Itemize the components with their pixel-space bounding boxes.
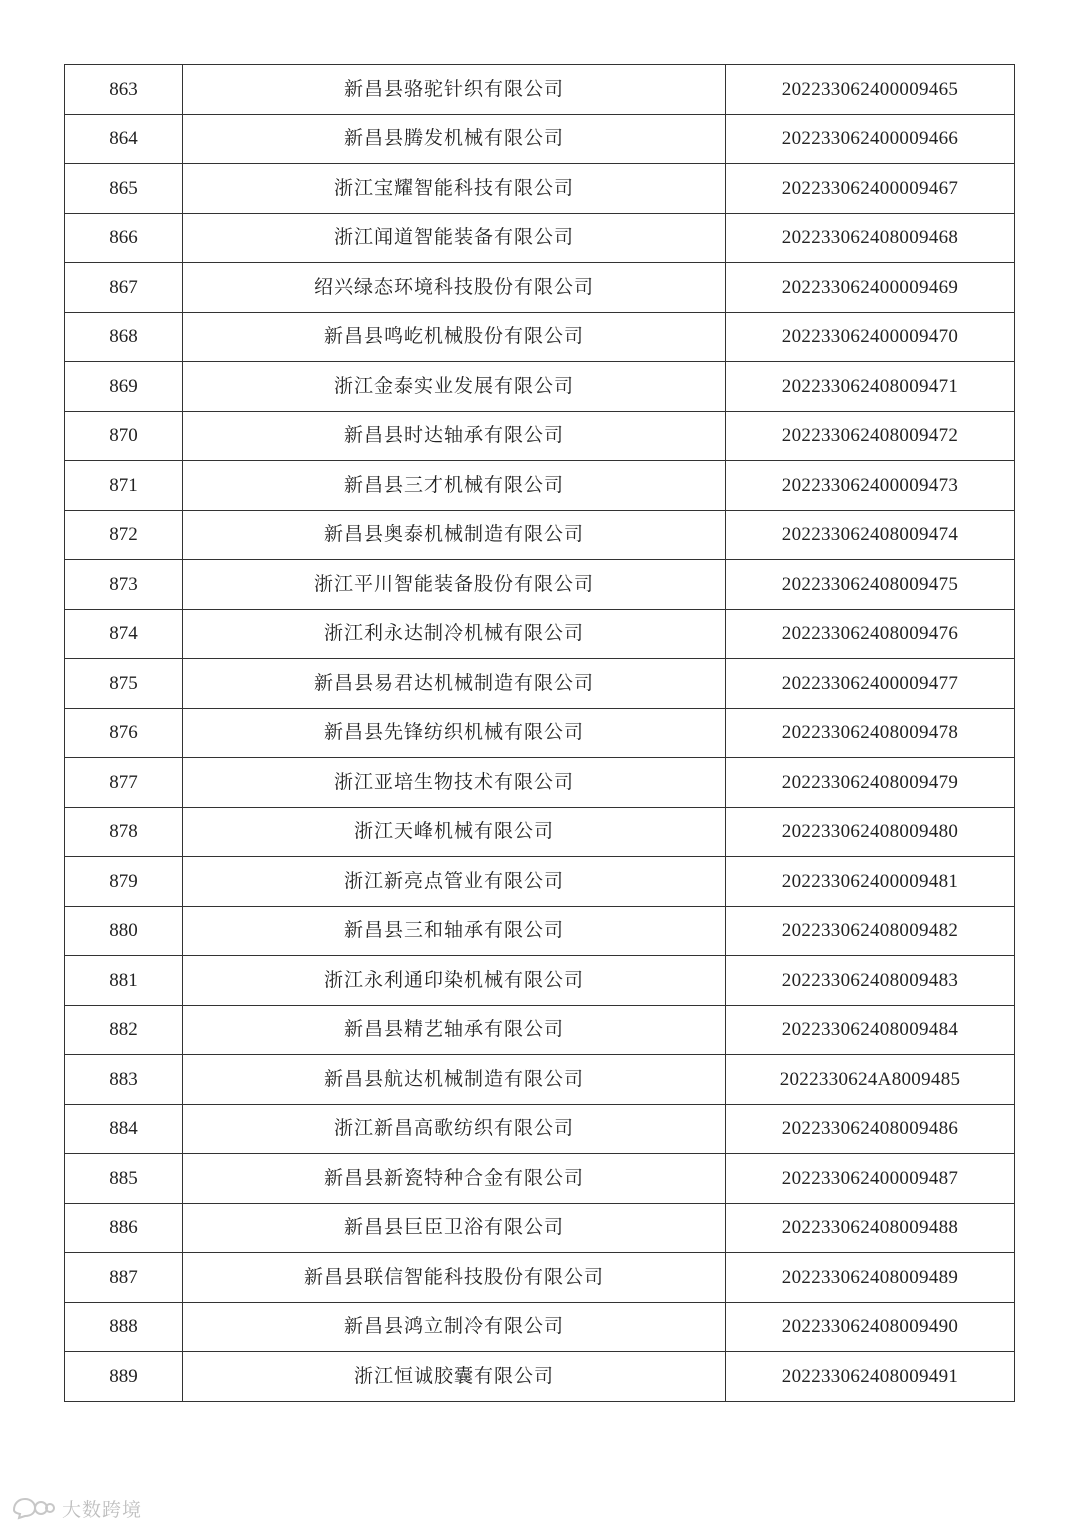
registration-code-cell: 202233062408009478 — [726, 708, 1015, 758]
company-name-cell: 浙江利永达制冷机械有限公司 — [183, 609, 726, 659]
table-row — [65, 708, 1015, 758]
company-name-cell: 浙江新亮点管业有限公司 — [183, 857, 726, 907]
company-name-cell: 新昌县先锋纺织机械有限公司 — [183, 708, 726, 758]
registration-code-cell: 202233062400009470 — [726, 312, 1015, 362]
table-row — [65, 362, 1015, 412]
watermark — [10, 1494, 142, 1522]
registration-code-cell: 202233062400009466 — [726, 114, 1015, 164]
table-row — [65, 1005, 1015, 1055]
registration-code-cell: 202233062408009480 — [726, 807, 1015, 857]
company-name-cell: 新昌县鸣屹机械股份有限公司 — [183, 312, 726, 362]
registration-code-cell: 202233062408009489 — [726, 1253, 1015, 1303]
row-number-cell: 870 — [65, 411, 183, 461]
table-row — [65, 659, 1015, 709]
registration-code-cell: 202233062408009483 — [726, 956, 1015, 1006]
row-number-cell: 889 — [65, 1352, 183, 1402]
table-row — [65, 560, 1015, 610]
company-name-cell: 浙江平川智能装备股份有限公司 — [183, 560, 726, 610]
company-name-cell: 新昌县鸿立制冷有限公司 — [183, 1302, 726, 1352]
table-row — [65, 114, 1015, 164]
table-row — [65, 857, 1015, 907]
registration-code-cell: 202233062408009490 — [726, 1302, 1015, 1352]
row-number-cell: 888 — [65, 1302, 183, 1352]
company-name-cell: 浙江宝耀智能科技有限公司 — [183, 164, 726, 214]
row-number-cell: 879 — [65, 857, 183, 907]
table-row — [65, 213, 1015, 263]
table-body — [65, 65, 1015, 1402]
registration-code-cell: 202233062408009475 — [726, 560, 1015, 610]
table-row — [65, 1203, 1015, 1253]
table-row — [65, 758, 1015, 808]
company-name-cell: 新昌县航达机械制造有限公司 — [183, 1055, 726, 1105]
table-row — [65, 65, 1015, 115]
registration-code-cell: 202233062408009479 — [726, 758, 1015, 808]
registration-code-cell: 202233062408009484 — [726, 1005, 1015, 1055]
row-number-cell: 881 — [65, 956, 183, 1006]
registration-code-cell: 202233062408009476 — [726, 609, 1015, 659]
row-number-cell: 867 — [65, 263, 183, 313]
company-name-cell: 浙江闻道智能装备有限公司 — [183, 213, 726, 263]
registration-code-cell: 202233062400009473 — [726, 461, 1015, 511]
row-number-cell: 871 — [65, 461, 183, 511]
row-number-cell: 865 — [65, 164, 183, 214]
company-name-cell: 绍兴绿态环境科技股份有限公司 — [183, 263, 726, 313]
row-number-cell: 872 — [65, 510, 183, 560]
table-row — [65, 956, 1015, 1006]
table-row — [65, 164, 1015, 214]
registration-code-cell: 202233062408009474 — [726, 510, 1015, 560]
row-number-cell: 883 — [65, 1055, 183, 1105]
row-number-cell: 886 — [65, 1203, 183, 1253]
company-name-cell: 新昌县骆驼针织有限公司 — [183, 65, 726, 115]
table-row — [65, 1104, 1015, 1154]
table-row — [65, 1352, 1015, 1402]
row-number-cell: 887 — [65, 1253, 183, 1303]
row-number-cell: 868 — [65, 312, 183, 362]
company-name-cell: 新昌县精艺轴承有限公司 — [183, 1005, 726, 1055]
row-number-cell: 874 — [65, 609, 183, 659]
registration-code-cell: 202233062400009477 — [726, 659, 1015, 709]
table-row — [65, 1055, 1015, 1105]
watermark-text: 大数跨境 — [62, 1498, 143, 1521]
company-name-cell: 新昌县奥泰机械制造有限公司 — [183, 510, 726, 560]
company-name-cell: 新昌县巨臣卫浴有限公司 — [183, 1203, 726, 1253]
company-name-cell: 新昌县新瓷特种合金有限公司 — [183, 1154, 726, 1204]
row-number-cell: 873 — [65, 560, 183, 610]
company-name-cell: 浙江恒诚胶囊有限公司 — [183, 1352, 726, 1402]
table-row — [65, 609, 1015, 659]
company-name-cell: 新昌县易君达机械制造有限公司 — [183, 659, 726, 709]
registration-code-cell: 202233062408009472 — [726, 411, 1015, 461]
registration-code-cell: 202233062400009487 — [726, 1154, 1015, 1204]
company-name-cell: 浙江亚培生物技术有限公司 — [183, 758, 726, 808]
row-number-cell: 869 — [65, 362, 183, 412]
row-number-cell: 866 — [65, 213, 183, 263]
table-row — [65, 312, 1015, 362]
row-number-cell: 885 — [65, 1154, 183, 1204]
row-number-cell: 875 — [65, 659, 183, 709]
row-number-cell: 880 — [65, 906, 183, 956]
company-name-cell: 浙江永利通印染机械有限公司 — [183, 956, 726, 1006]
table-row — [65, 1253, 1015, 1303]
row-number-cell: 878 — [65, 807, 183, 857]
table-row — [65, 461, 1015, 511]
table-row — [65, 1302, 1015, 1352]
company-name-cell: 浙江金泰实业发展有限公司 — [183, 362, 726, 412]
company-name-cell: 新昌县三才机械有限公司 — [183, 461, 726, 511]
table-row — [65, 906, 1015, 956]
registration-code-cell: 2022330624A8009485 — [726, 1055, 1015, 1105]
company-name-cell: 浙江新昌高歌纺织有限公司 — [183, 1104, 726, 1154]
registration-code-cell: 202233062408009482 — [726, 906, 1015, 956]
row-number-cell: 884 — [65, 1104, 183, 1154]
chat-bubble-logo-icon — [10, 1496, 56, 1520]
company-name-cell: 新昌县腾发机械有限公司 — [183, 114, 726, 164]
row-number-cell: 877 — [65, 758, 183, 808]
table-row — [65, 1154, 1015, 1204]
company-name-cell: 新昌县联信智能科技股份有限公司 — [183, 1253, 726, 1303]
table-row — [65, 807, 1015, 857]
table-row — [65, 510, 1015, 560]
row-number-cell: 863 — [65, 65, 183, 115]
table-row — [65, 411, 1015, 461]
registration-code-cell: 202233062408009491 — [726, 1352, 1015, 1402]
registration-code-cell: 202233062408009471 — [726, 362, 1015, 412]
company-name-cell: 新昌县三和轴承有限公司 — [183, 906, 726, 956]
row-number-cell: 864 — [65, 114, 183, 164]
enterprise-list-table — [64, 64, 1015, 1402]
registration-code-cell: 202233062400009469 — [726, 263, 1015, 313]
registration-code-cell: 202233062408009468 — [726, 213, 1015, 263]
table-row — [65, 263, 1015, 313]
registration-code-cell: 202233062400009467 — [726, 164, 1015, 214]
company-name-cell: 新昌县时达轴承有限公司 — [183, 411, 726, 461]
row-number-cell: 882 — [65, 1005, 183, 1055]
row-number-cell: 876 — [65, 708, 183, 758]
registration-code-cell: 202233062408009486 — [726, 1104, 1015, 1154]
registration-code-cell: 202233062408009488 — [726, 1203, 1015, 1253]
registration-code-cell: 202233062400009465 — [726, 65, 1015, 115]
registration-code-cell: 202233062400009481 — [726, 857, 1015, 907]
company-name-cell: 浙江天峰机械有限公司 — [183, 807, 726, 857]
